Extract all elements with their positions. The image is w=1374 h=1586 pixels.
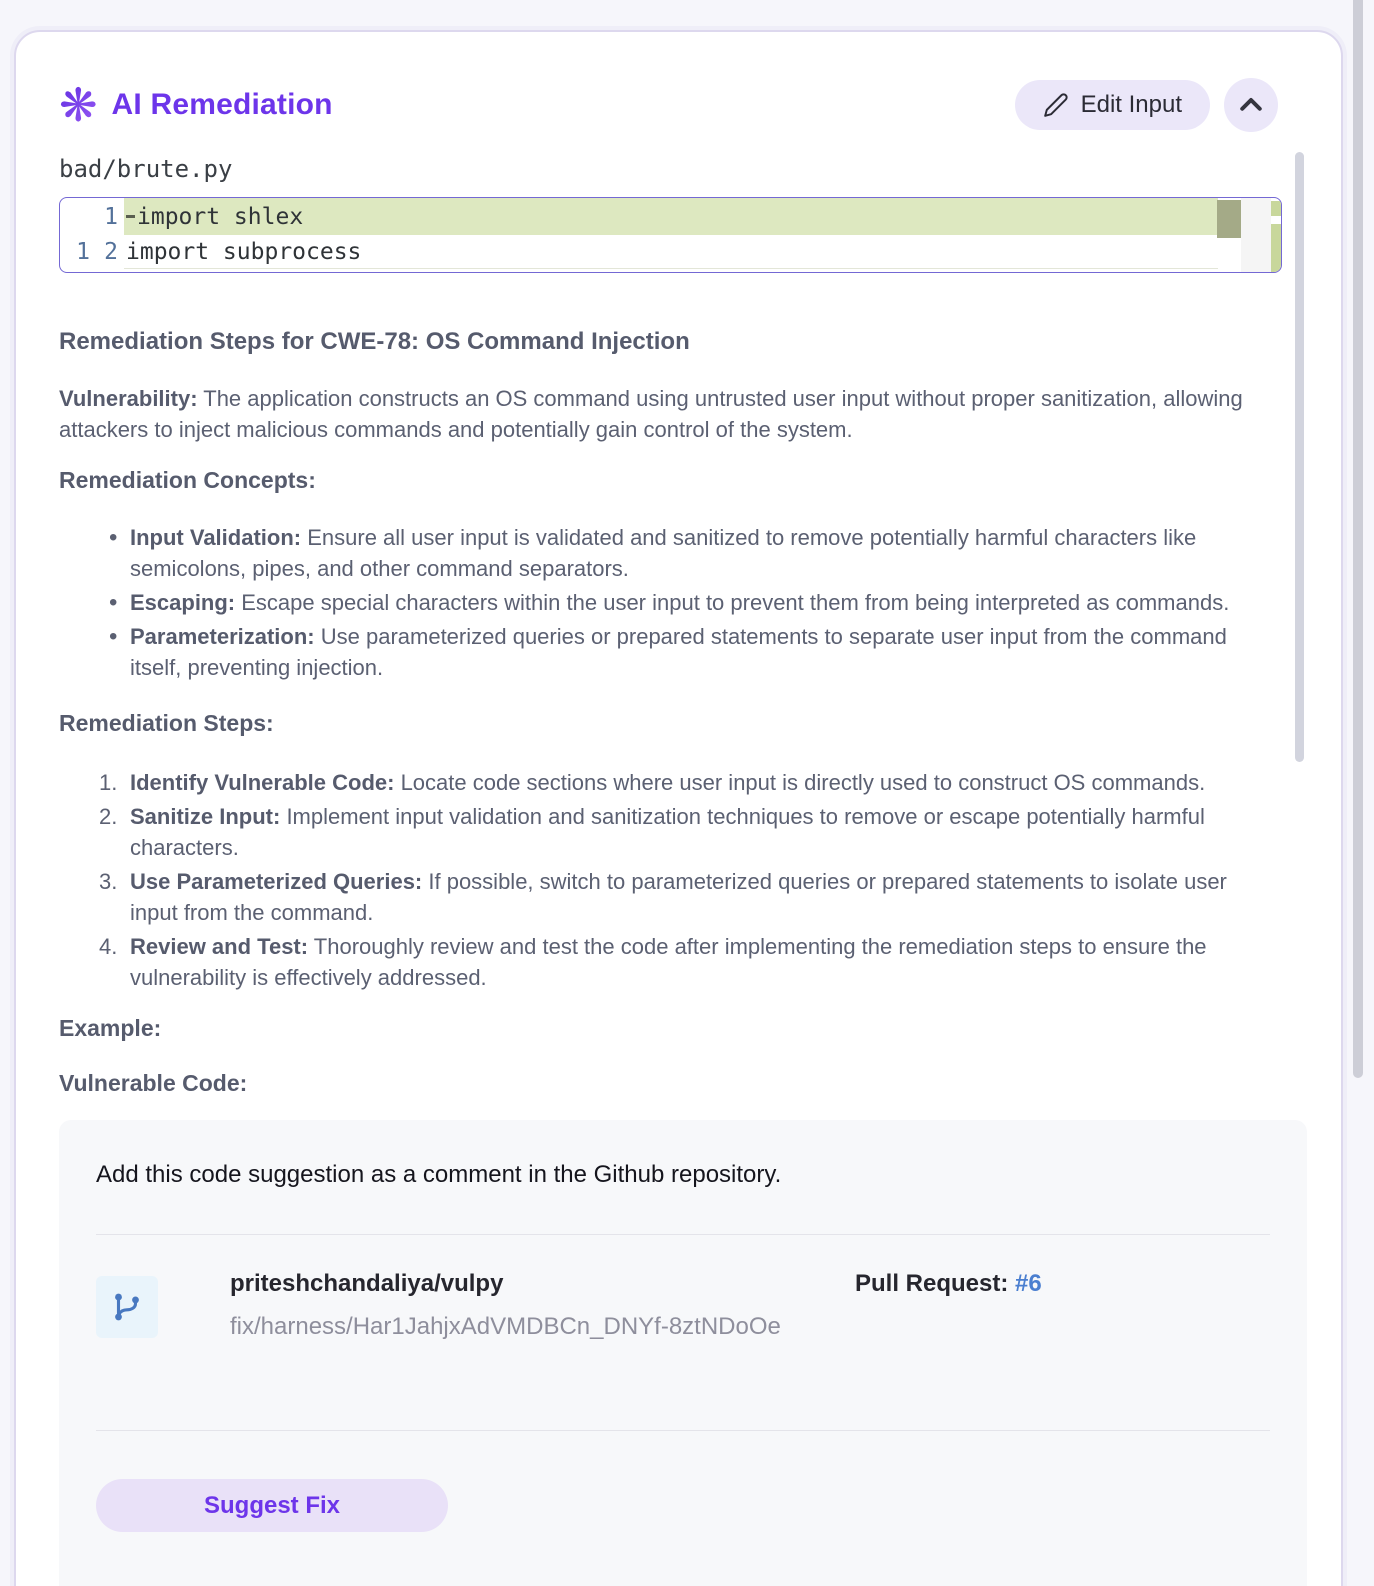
edit-input-label: Edit Input xyxy=(1080,91,1182,118)
pencil-icon xyxy=(1043,92,1069,118)
old-line-number xyxy=(60,204,90,230)
chevron-up-icon xyxy=(1236,90,1266,120)
suggest-fix-button[interactable]: Suggest Fix xyxy=(96,1479,448,1532)
diff-gutter xyxy=(60,239,124,265)
pull-request-label: Pull Request: xyxy=(855,1270,1016,1297)
concepts-heading: Remediation Concepts: xyxy=(59,467,316,493)
file-path: bad/brute.py xyxy=(59,155,233,183)
code-line-added xyxy=(124,198,1218,235)
diff-divider xyxy=(124,268,1218,269)
pull-request-link[interactable]: #6 xyxy=(1015,1270,1042,1297)
list-item xyxy=(59,801,1278,863)
list-item xyxy=(59,522,1278,584)
code-line-context xyxy=(124,235,1281,268)
divider xyxy=(96,1430,1270,1431)
concept-text: Ensure all user input is validated and sanitized to remove potentially harmful characters like semicolons, pipes, and other command separators. xyxy=(130,525,1197,581)
diff-change-minimap xyxy=(1271,198,1281,272)
minimap-change-segment xyxy=(1271,201,1281,216)
ai-remediation-panel xyxy=(14,30,1343,1586)
suggestion-prompt: Add this code suggestion as a comment in the Github repository. xyxy=(96,1161,782,1188)
step-label: Sanitize Input: xyxy=(130,804,281,829)
list-item xyxy=(59,587,1278,618)
concept-label: Parameterization: xyxy=(130,624,315,649)
concept-text: Use parameterized queries or prepared statements to separate user input from the command itself, preventing injection. xyxy=(130,624,1227,680)
remediation-title: Remediation Steps for CWE-78: OS Command Injection xyxy=(59,328,690,355)
diff-scrollbar-thumb[interactable] xyxy=(1217,200,1241,238)
panel-title: AI Remediation xyxy=(111,88,333,121)
list-item xyxy=(59,621,1278,683)
panel-header xyxy=(59,78,1278,132)
example-heading: Example: xyxy=(59,1015,162,1041)
step-text: Implement input validation and sanitization techniques to remove or escape potentially harmful characters. xyxy=(130,804,1205,860)
old-line-number: 1 xyxy=(76,238,90,265)
vulnerable-code-heading: Vulnerable Code: xyxy=(59,1070,248,1096)
concepts-list xyxy=(59,522,1278,683)
step-text: Thoroughly review and test the code after implementing the remediation steps to ensure the vulnerability is effectively addressed. xyxy=(130,934,1207,990)
new-line-number: 2 xyxy=(104,238,118,265)
list-item xyxy=(59,767,1278,798)
ai-logo-icon: ❋ xyxy=(59,79,98,131)
step-label: Review and Test: xyxy=(130,934,309,959)
concept-text: Escape special characters within the user input to prevent them from being interpreted as commands. xyxy=(235,590,1230,615)
code-text: import subprocess xyxy=(126,238,362,265)
diff-row-added xyxy=(60,198,1281,235)
diff-scrollbar-track xyxy=(1241,198,1271,272)
content-scrollbar-thumb[interactable] xyxy=(1295,152,1304,762)
vulnerability-paragraph xyxy=(59,383,1278,445)
diff-gutter xyxy=(60,204,124,230)
list-item xyxy=(59,866,1278,928)
page-scrollbar-thumb[interactable] xyxy=(1353,0,1363,1078)
step-text: Locate code sections where user input is directly used to construct OS commands. xyxy=(394,770,1206,795)
vulnerability-label: Vulnerability: xyxy=(59,386,198,411)
branch-name: fix/harness/Har1JahjxAdVMDBCn_DNYf-8ztNDoOe xyxy=(230,1313,781,1340)
new-line-number: 1 xyxy=(104,203,118,230)
repo-row xyxy=(96,1235,1270,1385)
edit-input-button[interactable] xyxy=(1015,80,1210,130)
step-label: Use Parameterized Queries: xyxy=(130,869,423,894)
steps-list xyxy=(59,767,1278,993)
vulnerability-text: The application constructs an OS command using untrusted user input without proper sanitization, allowing attackers to inject malicious commands and potentially gain control of the system. xyxy=(59,386,1243,442)
list-item xyxy=(59,931,1278,993)
diff-change-marker xyxy=(126,215,135,218)
collapse-button[interactable] xyxy=(1224,78,1278,132)
repo-name: priteshchandaliya/vulpy xyxy=(230,1270,504,1297)
code-diff-viewer[interactable] xyxy=(59,197,1282,273)
git-branch-icon xyxy=(96,1276,158,1338)
concept-label: Input Validation: xyxy=(130,525,302,550)
step-label: Identify Vulnerable Code: xyxy=(130,770,395,795)
github-suggestion-card xyxy=(59,1120,1307,1586)
step-text: If possible, switch to parameterized queries or prepared statements to isolate user input from the command. xyxy=(130,869,1227,925)
repo-info xyxy=(230,1270,855,1341)
concept-label: Escaping: xyxy=(130,590,236,615)
code-text: import shlex xyxy=(137,203,304,230)
pull-request-block xyxy=(855,1270,1270,1298)
steps-heading: Remediation Steps: xyxy=(59,710,274,736)
minimap-change-segment xyxy=(1271,224,1281,273)
page-scrollbar-track xyxy=(1348,0,1374,1586)
diff-row-context xyxy=(60,235,1281,268)
